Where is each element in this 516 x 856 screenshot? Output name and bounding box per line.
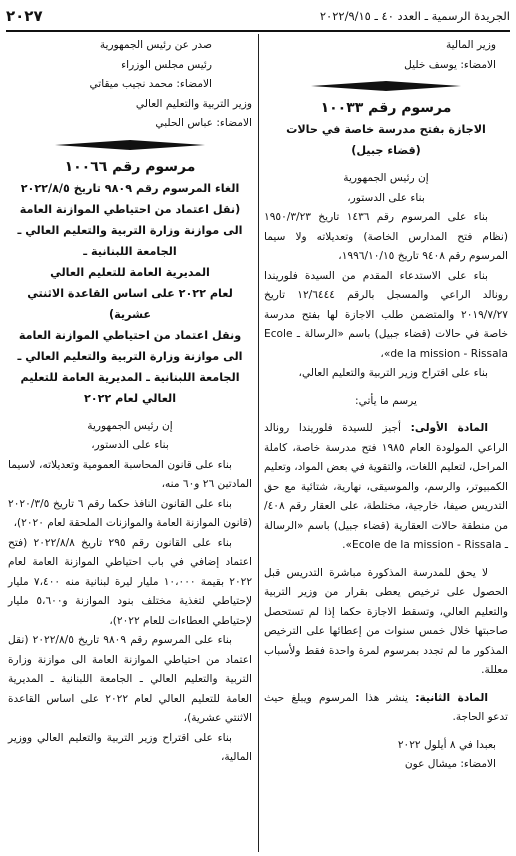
decree-subject-line: الى موازنة وزارة التربية والتعليم العالي ـ: [17, 223, 243, 237]
article-two-text: ينشر هذا المرسوم ويبلغ حيث تدعو الحاجة.: [264, 691, 508, 723]
decree-subject-line: الغاء المرسوم رقم ٩٨٠٩ تاريخ ٢٠٢٢/٨/٥: [20, 181, 240, 195]
page-number: ٢٠٢٧: [6, 7, 43, 25]
column-divider: [258, 34, 259, 852]
decrees-heading: يرسم ما يأتي:: [355, 394, 417, 407]
education-minister-title: وزير التربية والتعليم العالي: [135, 97, 252, 110]
finance-minister-title: وزير المالية: [445, 39, 496, 51]
article-two: [264, 689, 508, 728]
article-two-label: المادة الثانية:: [415, 691, 488, 704]
finance-minister-signature: الامضاء: يوسف خليل: [404, 58, 496, 71]
header-rule: [6, 30, 510, 32]
issuer-line: رئيس مجلس الوزراء: [121, 58, 212, 71]
intro-line: بناء على الدستور،: [91, 439, 169, 451]
intro-line: إن رئيس الجمهورية: [87, 419, 173, 432]
preamble-paragraph: بناء على الاستدعاء المقدم من السيدة فلوريندا رونالد الراعي والمسجل بالرقم ١٢/٦٤٤٤ تاريخ ٢٠١٩/٧/٢٧ والمتضمن طلب الاجازة لها بفتح مدرسة خاصة في حالات (قضاء جبيل) باسم «الرسالة ـ Ecole de la mission - Rissala»،: [264, 269, 508, 360]
page-header: [6, 4, 510, 28]
separator-ornament: [55, 140, 205, 150]
decree-subject-line: الجامعة اللبنانية ـ: [83, 244, 177, 258]
decree-title-10033: مرسوم رقم ١٠٠٣٣: [320, 100, 452, 116]
intro-line: إن رئيس الجمهورية: [343, 172, 429, 184]
decree-subject-line: الاجازة بفتح مدرسة خاصة في حالات: [286, 123, 486, 136]
issuer-line: صدر عن رئيس الجمهورية: [99, 39, 212, 51]
decree-subject-line: (قضاء جبيل): [351, 144, 421, 157]
preamble-paragraph: بناء على المرسوم رقم ٩٨٠٩ تاريخ ٢٠٢٢/٨/٥ (نقل اعتماد من احتياطي الموازنة العامة الى موازنة وزارة التربية والتعليم العالي ـ الجامعة اللبنانية ـ المديرية العامة للتعليم العالي لعام ٢٠٢٢ على اساس القاعدة الاثنتي عشرية)،: [8, 634, 252, 724]
article-one-label: المادة الأولى:: [410, 422, 489, 434]
preamble-paragraph: بناء على قانون المحاسبة العمومية وتعديلاته، لاسيما المادتين ٢٦ و٦٠ منه،: [8, 458, 252, 490]
decree-subject-line: العالي لعام ٢٠٢٢: [83, 391, 177, 405]
decree-subject-line: (نقل اعتماد من احتياطي الموازنة العامة: [19, 202, 241, 216]
education-minister-signature: الامضاء: عباس الحلبي: [155, 117, 252, 129]
decree-subject-line: لعام ٢٠٢٢ على اساس القاعدة الاثنتي عشرية): [27, 286, 233, 321]
decree-subject-line: المديرية العامة للتعليم العالي: [50, 265, 210, 279]
right-column: [264, 36, 508, 856]
journal-info: الجريدة الرسمية ـ العدد ٤٠ ـ ٢٠٢٢/٩/١٥: [319, 9, 510, 23]
article-one-continuation: لا يحق للمدرسة المذكورة مباشرة التدريس قبل الحصول على ترخيص يعطى بقرار من وزير التربية والتعليم العالي، وتسقط الاجازة حكما إذا لم تستحصل صاحبتها خلال خمس سنوات من إعطائها على الترخيص المذكور ما لم تجدد بمرسوم لمرة واحدة فقط ولأسباب معللة.: [264, 566, 508, 676]
preamble-paragraph: بناء على اقتراح وزير التربية والتعليم العالي ووزير المالية،: [8, 731, 252, 763]
preamble-paragraph: بناء على القانون النافذ حكما رقم ٦ تاريخ ٢٠٢٠/٣/٥ (قانون الموازنة العامة والموازنات الملحقة لعام ٢٠٢٠)،: [8, 497, 252, 529]
article-one-text: أجيز للسيدة فلوريندا رونالد الراعي المولودة العام ١٩٨٥ فتح مدرسة خاصة، كاملة المراحل، لتعليم اللغات، والتقوية في بعض المواد، وتعليم الكمبيوتر، والرسم، والموسيقى، نهارية، شتائية مع حق التدريس صيفا، خارجية، مختلطة، على العقار رقم ٤٠٨/ من منطقة حالات العقارية (قضاء جبيل) باسم «الرسالة ـ Ecole de la mission - Rissala».: [264, 422, 508, 551]
article-one: [264, 419, 508, 556]
decree-subject-line: ونقل اعتماد من احتياطي الموازنة العامة: [18, 328, 242, 342]
preamble-paragraph: بناء على القانون رقم ٢٩٥ تاريخ ٢٠٢٢/٨/٨ (فتح اعتماد إضافي في باب احتياطي الموازنة العامة لعام ٢٠٢٢ بقيمة ١٠،٠٠٠ مليار ليرة لبنانية منه ٧،٤٠٠ مليار لإحتياطي لتغذية مختلف بنود الموازنة و٥،٦٠٠ مليار لإحتياطي العطاءات للعام ٢٠٢٢)،: [8, 536, 253, 627]
decree-subject-line: الى موازنة وزارة التربية والتعليم العالي ـ: [17, 349, 243, 363]
decree-date: بعبدا في ٨ أيلول ٢٠٢٢: [397, 738, 496, 751]
intro-line: بناء على الدستور،: [347, 191, 425, 204]
prime-minister-signature: الامضاء: محمد نجيب ميقاتي: [89, 78, 212, 90]
separator-ornament: [311, 81, 461, 91]
left-column: [8, 36, 252, 856]
preamble-paragraph: بناء على المرسوم رقم ١٤٣٦ تاريخ ١٩٥٠/٣/٢٣ (نظام فتح المدارس الخاصة) وتعديلاته ولا سيما المرسوم رقم ٩٤٠٨ تاريخ ١٩٩٦/١٠/١٥،: [264, 211, 508, 262]
preamble-paragraph: بناء على اقتراح وزير التربية والتعليم العالي،: [298, 367, 488, 379]
decree-title-10066: مرسوم رقم ١٠٠٦٦: [64, 158, 196, 175]
president-signature: الامضاء: ميشال عون: [404, 758, 496, 770]
decree-subject-line: الجامعة اللبنانية ـ المديرية العامة للتعليم: [20, 370, 240, 384]
